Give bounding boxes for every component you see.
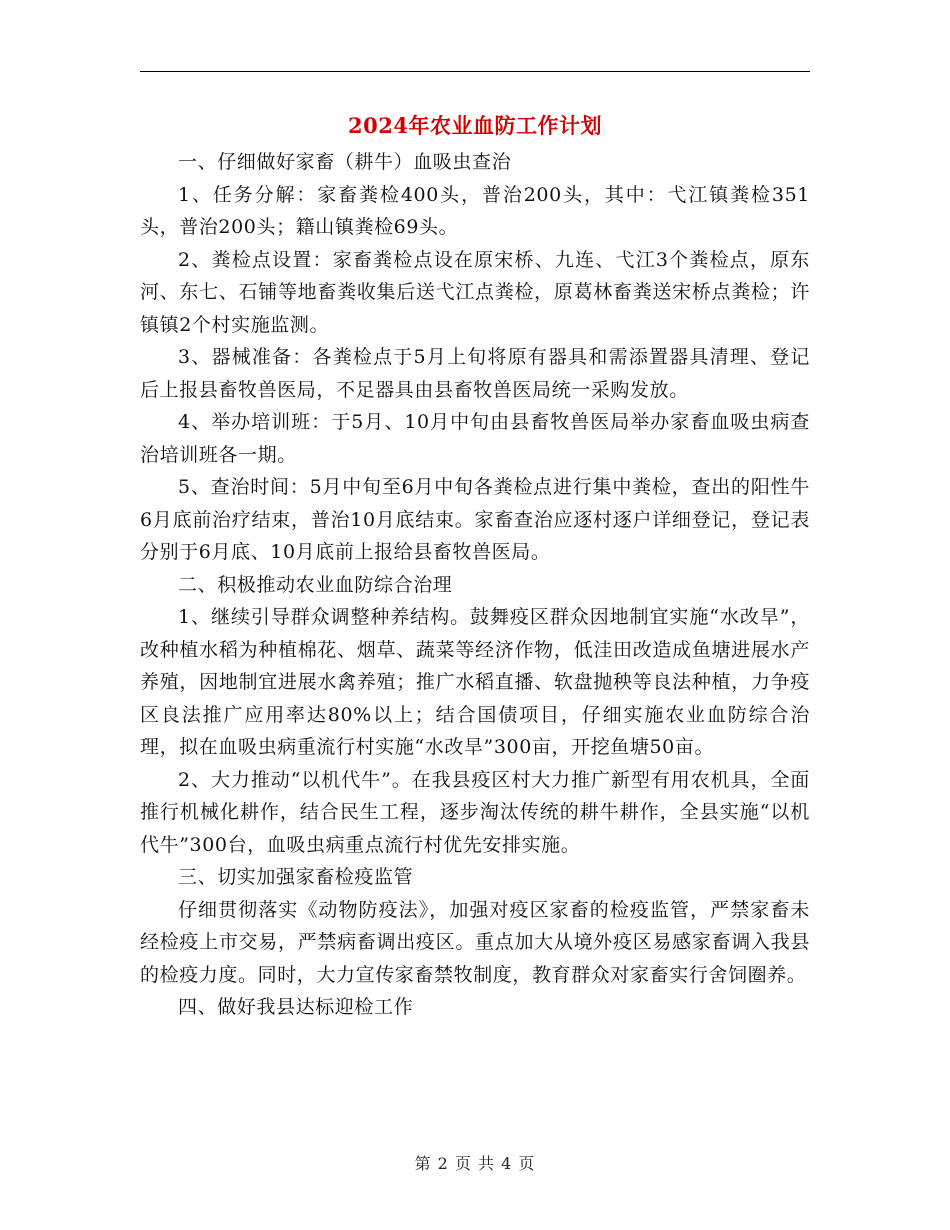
page-footer: 第 2 页 共 4 页 bbox=[414, 1154, 536, 1173]
paragraph-equipment: 3、器械准备：各粪检点于5月上旬将原有器具和需添置器具清理、登记后上报县畜牧兽医局，不足器具由县畜牧兽医局统一采购发放。 bbox=[140, 346, 810, 401]
paragraph-quarantine: 仔细贯彻落实《动物防疫法》，加强对疫区家畜的检疫监管，严禁家畜未经检疫上市交易，严禁病畜调出疫区。重点加大从境外疫区易感家畜调入我县的检疫力度。同时，大力宣传家畜禁牧制度，教育群众对家畜实行舍饲圈养。 bbox=[140, 898, 810, 986]
section-heading-2: 二、积极推动农业血防综合治理 bbox=[178, 573, 453, 596]
paragraph-inspection-points: 2、粪检点设置：家畜粪检点设在原宋桥、九连、弋江3个粪检点，原东河、东七、石铺等地畜粪收集后送弋江点粪检，原葛林畜粪送宋桥点粪检；许镇镇2个村实施监测。 bbox=[140, 248, 810, 336]
header-rule bbox=[140, 71, 810, 72]
section-heading-3: 三、切实加强家畜检疫监管 bbox=[178, 866, 414, 888]
paragraph-schedule: 5、查治时间：5月中旬至6月中旬各粪检点进行集中粪检，查出的阳性牛6月底前治疗结束，普治10月底结束。家畜查治应逐村逐户详细登记，登记表分别于6月底、10月底前上报给县畜牧兽医局。 bbox=[140, 476, 810, 563]
document-title: 2024年农业血防工作计划 bbox=[348, 113, 602, 138]
paragraph-task-breakdown: 1、任务分解：家畜粪检400头，普治200头，其中：弋江镇粪检351头，普治200头；籍山镇粪检69头。 bbox=[140, 183, 810, 238]
section-heading-4: 四、做好我县达标迎检工作 bbox=[178, 996, 414, 1018]
section-heading-1: 一、仔细做好家畜（耕牛）血吸虫查治 bbox=[178, 151, 512, 173]
paragraph-training: 4、举办培训班：于5月、10月中旬由县畜牧兽医局举办家畜血吸虫病查治培训班各一期。 bbox=[140, 411, 810, 466]
paragraph-machinery: 2、大力推动“以机代牛”。在我县疫区村大力推广新型有用农机具，全面推行机械化耕作，结合民生工程，逐步淘汰传统的耕牛耕作，全县实施“以机代牛”300台，血吸虫病重点流行村优先安排实施。 bbox=[140, 768, 810, 856]
paragraph-structure-adjustment: 1、继续引导群众调整种养结构。鼓舞疫区群众因地制宜实施“水改旱”，改种植水稻为种植棉花、烟草、蔬菜等经济作物，低洼田改造成鱼塘进展水产养殖，因地制宜进展水禽养殖；推广水稻直播、软盘抛秧等良法种植，力争疫区良法推广应用率达80%以上；结合国债项目，仔细实施农业血防综合治理，拟在血吸虫病重流行村实施“水改旱”300亩，开挖鱼塘50亩。 bbox=[140, 606, 810, 758]
document-body bbox=[140, 146, 810, 1024]
